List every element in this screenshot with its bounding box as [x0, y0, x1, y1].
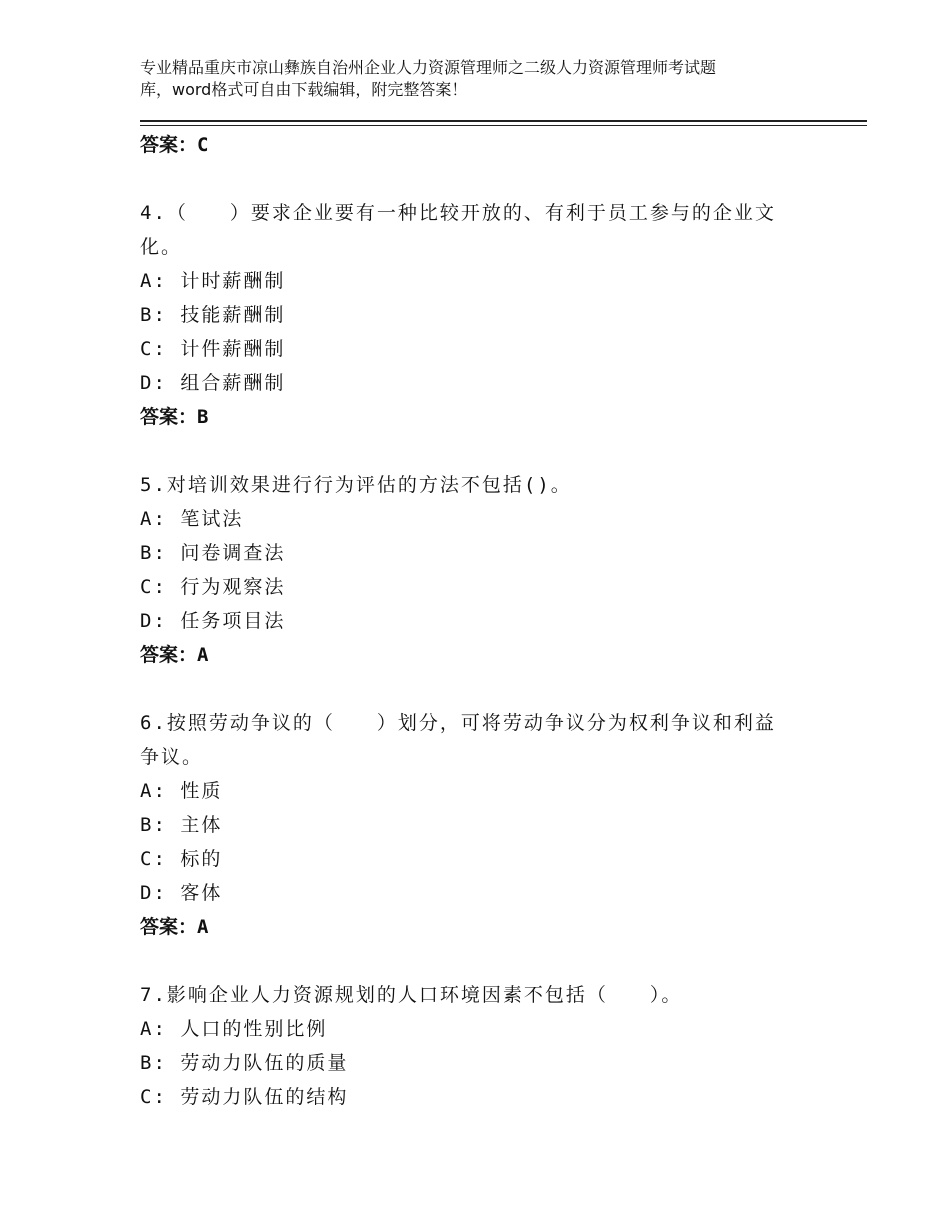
question-text: 7.影响企业人力资源规划的人口环境因素不包括（ ）。 — [140, 984, 683, 1006]
header-title-line-2: 库，word格式可自由下载编辑，附完整答案！ — [140, 80, 468, 99]
option-c: C: 计件薪酬制 — [140, 338, 286, 360]
option-a: A: 计时薪酬制 — [140, 270, 286, 292]
question-text: 4.（ ）要求企业要有一种比较开放的、有利于员工参与的企业文 — [140, 202, 776, 224]
option-d: D: 组合薪酬制 — [140, 372, 286, 394]
option-b: B: 问卷调查法 — [140, 542, 286, 564]
header-divider-thin — [140, 125, 867, 126]
answer-value: A — [197, 916, 209, 938]
option-b: B: 劳动力队伍的质量 — [140, 1052, 349, 1074]
question-6 — [140, 706, 820, 944]
option-c: C: 行为观察法 — [140, 576, 286, 598]
document-header — [140, 57, 840, 101]
answer-label: 答案： — [140, 916, 198, 938]
option-b: B: 主体 — [140, 814, 223, 836]
answer-line — [140, 128, 820, 162]
header-title-line-1: 专业精品重庆市凉山彝族自治州企业人力资源管理师之二级人力资源管理师考试题 — [140, 58, 717, 77]
answer-label: 答案： — [140, 406, 198, 428]
answer-line — [140, 400, 820, 434]
answer-line — [140, 638, 820, 672]
question-text: 6.按照劳动争议的（ ）划分，可将劳动争议分为权利争议和利益 — [140, 712, 776, 734]
question-text: 5.对培训效果进行行为评估的方法不包括()。 — [140, 474, 572, 496]
answer-label: 答案： — [140, 134, 198, 156]
question-4 — [140, 196, 820, 434]
option-a: A: 性质 — [140, 780, 223, 802]
option-a: A: 笔试法 — [140, 508, 244, 530]
question-list — [140, 128, 820, 1114]
answer-value: A — [197, 644, 209, 666]
option-c: C: 标的 — [140, 848, 223, 870]
question-7 — [140, 978, 820, 1114]
answer-label: 答案： — [140, 644, 198, 666]
option-d: D: 客体 — [140, 882, 223, 904]
answer-line — [140, 910, 820, 944]
question-text-cont: 化。 — [140, 236, 183, 258]
option-a: A: 人口的性别比例 — [140, 1018, 328, 1040]
header-divider-thick — [140, 120, 867, 122]
question-text-cont: 争议。 — [140, 746, 204, 768]
question-5 — [140, 468, 820, 672]
option-d: D: 任务项目法 — [140, 610, 286, 632]
option-b: B: 技能薪酬制 — [140, 304, 286, 326]
answer-value: B — [197, 406, 209, 428]
option-c: C: 劳动力队伍的结构 — [140, 1086, 349, 1108]
answer-value: C — [197, 134, 209, 156]
